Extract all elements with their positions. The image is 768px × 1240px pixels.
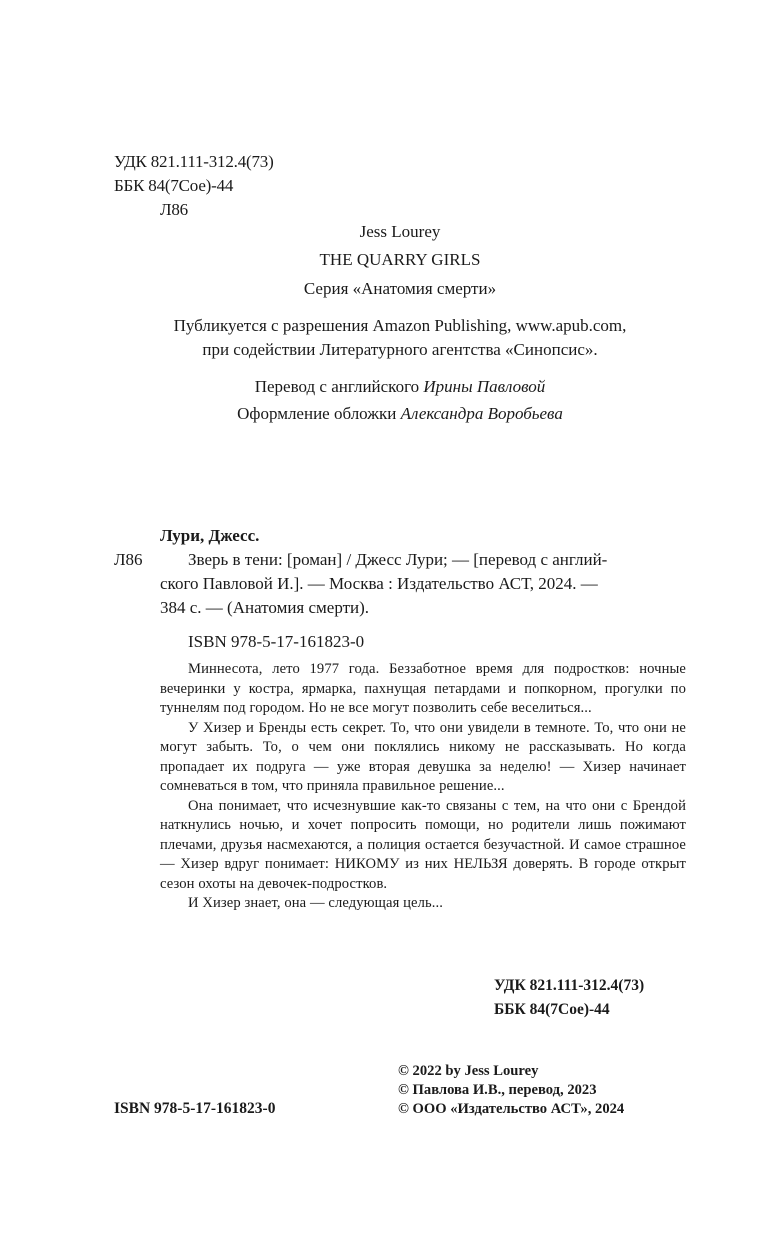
copyright-block — [398, 1062, 624, 1119]
copyright-line: © ООО «Издательство АСТ», 2024 — [398, 1101, 625, 1117]
catalog-description-line-1: Зверь в тени: [роман] / Джесс Лури; — [перевод с англий- — [188, 550, 608, 569]
annotation — [160, 660, 686, 914]
annotation-paragraph: Миннесота, лето 1977 года. Беззаботное время для подростков: ночные вечеринки у костра, ярмарка, пахнущая петардами и попкорном, прогулки по туннелям под городом. Но не все могут позволить себе веселиться... — [160, 661, 686, 716]
footer-isbn: ISBN 978-5-17-161823-0 — [114, 1100, 276, 1117]
copyright-line: © 2022 by Jess Lourey — [398, 1063, 539, 1079]
bbk-code: ББК 84(7Сое)-44 — [114, 176, 234, 195]
catalog-isbn: ISBN 978-5-17-161823-0 — [188, 632, 365, 651]
translation-prefix: Перевод с английского — [254, 377, 424, 396]
annotation-paragraph: И Хизер знает, она — следующая цель... — [188, 895, 444, 911]
catalog-description-line-2: ского Павловой И.]. — Москва : Издательство АСТ, 2024. — — [160, 574, 598, 593]
catalog-author-sign: Л86 — [114, 550, 143, 569]
copyright-line: © Павлова И.В., перевод, 2023 — [398, 1082, 597, 1098]
udk-code: УДК 821.111-312.4(73) — [114, 152, 274, 171]
original-author: Jess Lourey — [359, 222, 441, 241]
catalog-author-heading: Лури, Джесс. — [160, 526, 260, 545]
series-name: Серия «Анатомия смерти» — [303, 279, 497, 298]
cover-designer-name: Александра Воробьева — [400, 404, 563, 423]
rights-line-2: при содействии Литературного агентства «Синопсис». — [202, 340, 598, 359]
translation-credit — [100, 375, 700, 399]
rights-line-1: Публикуется с разрешения Amazon Publishing, www.apub.com, — [173, 316, 627, 335]
cover-credit — [100, 402, 700, 426]
author-sign: Л86 — [160, 200, 188, 219]
translator-name: Ирины Павловой — [423, 377, 546, 396]
cover-prefix: Оформление обложки — [237, 404, 401, 423]
annotation-paragraph: Она понимает, что исчезнувшие как-то связаны с тем, на что они с Брендой наткнулись ночью, и хочет попросить помощи, но родители лишь пожимают плечами, друзья насмехаются, а полиция остается безучастной. И самое страшное — Хизер вдруг понимает: НИКОМУ из них НЕЛЬЗЯ доверять. В городе открыт сезон охоты на девочек-подростков. — [160, 797, 686, 892]
catalog-description-line-3: 384 с. — (Анатомия смерти). — [160, 598, 370, 617]
bold-bbk-code: ББК 84(7Сое)-44 — [494, 1001, 610, 1018]
original-title: THE QUARRY GIRLS — [319, 250, 481, 269]
annotation-paragraph: У Хизер и Бренды есть секрет. То, что они увидели в темноте. То, что они не могут забыть. То, о чем они поклялись никому не рассказывать. Но когда пропадает их подруга — уже вторая девушка за неделю! — Хизер начинает сомневаться в том, что приняла правильное решение... — [160, 719, 686, 794]
bold-codes-block — [494, 974, 644, 1022]
bold-udk-code: УДК 821.111-312.4(73) — [494, 977, 645, 994]
